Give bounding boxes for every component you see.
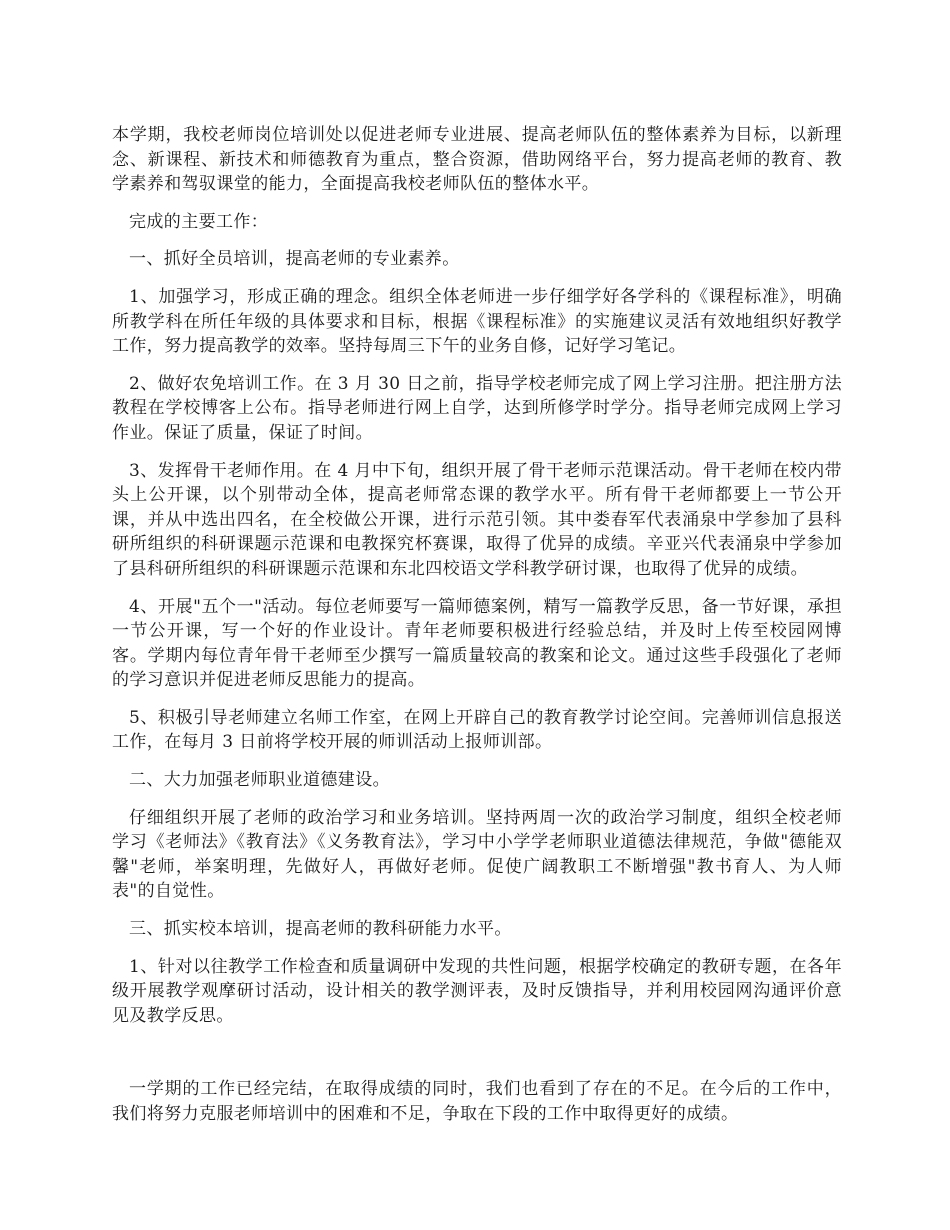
intro-paragraph: 本学期，我校老师岗位培训处以促进老师专业进展、提高老师队伍的整体素养为目标，以新理念、新课程、新技术和师德教育为重点，整合资源，借助网络平台，努力提高老师的教育、教学素养和驾驭课堂的能力，全面提高我校老师队伍的整体水平。 bbox=[112, 125, 842, 195]
blank-spacer bbox=[112, 1041, 842, 1077]
section-1-item-1: 1、加强学习，形成正确的理念。组织全体老师进一步仔细学好各学科的《课程标准》，明确所教学科在所任年级的具体要求和目标，根据《课程标准》的实施建议灵活有效地组织好教学工作，努力提高教学的效率。坚持每周三下午的业务自修，记好学习笔记。 bbox=[112, 286, 842, 357]
section-1-heading: 一、抓好全员培训，提高老师的专业素养。 bbox=[129, 249, 460, 270]
section-1-item-5: 5、积极引导老师建立名师工作室，在网上开辟自己的教育教学讨论空间。完善师训信息报送工作，在每月 3 日前将学校开展的师训活动上报师训部。 bbox=[112, 707, 842, 753]
section-1-item-4: 4、开展"五个一"活动。每位老师要写一篇师德案例，精写一篇教学反思，备一节好课，承担一节公开课，写一个好的作业设计。青年老师要积极进行经验总结，并及时上传至校园网博客。学期内每位青年骨干老师至少撰写一篇质量较高的教案和论文。通过这些手段强化了老师的学习意识并促进老师反思能力的提高。 bbox=[112, 596, 842, 691]
document-page bbox=[112, 123, 842, 1140]
section-1-item-3: 3、发挥骨干老师作用。在 4 月中下旬，组织开展了骨干老师示范课活动。骨干老师在校内带头上公开课，以个别带动全体，提高老师常态课的教学水平。所有骨干老师都要上一节公开课，并从中选出四名，在全校做公开课，进行示范引领。其中娄春军代表涌泉中学参加了县科研所组织的科研课题示范课和电教探究杯赛课，取得了优异的成绩。辛亚兴代表涌泉中学参加了县科研所组织的科研课题示范课和东北四校语文学科教学研讨课，也取得了优异的成绩。 bbox=[112, 460, 842, 579]
section-2-heading: 二、大力加强老师职业道德建设。 bbox=[129, 770, 390, 791]
section-3-item-1: 1、针对以往教学工作检查和质量调研中发现的共性问题，根据学校确定的教研专题，在各年级开展教学观摩研讨活动，设计相关的教学测评表，及时反馈指导，并利用校园网沟通评价意见及教学反思。 bbox=[112, 956, 842, 1026]
conclusion-paragraph: 一学期的工作已经完结，在取得成绩的同时，我们也看到了存在的不足。在今后的工作中，我们将努力克服老师培训中的困难和不足，争取在下段的工作中取得更好的成绩。 bbox=[112, 1079, 842, 1124]
section-2-body: 仔细组织开展了老师的政治学习和业务培训。坚持两周一次的政治学习制度，组织全校老师学习《老师法》《教育法》《义务教育法》，学习中小学学老师职业道德法律规范，争做"德能双馨"老师，举案明理，先做好人，再做好老师。促使广阔教职工不断增强"教书育人、为人师表"的自觉性。 bbox=[112, 807, 842, 902]
section-1-item-2: 2、做好农免培训工作。在 3 月 30 日之前，指导学校老师完成了网上学习注册。把注册方法教程在学校博客上公布。指导老师进行网上自学，达到所修学时学分。指导老师完成网上学习作业。保证了质量，保证了时间。 bbox=[112, 373, 842, 443]
section-3-heading: 三、抓实校本培训，提高老师的教科研能力水平。 bbox=[129, 919, 512, 940]
main-work-heading: 完成的主要工作： bbox=[129, 211, 269, 232]
